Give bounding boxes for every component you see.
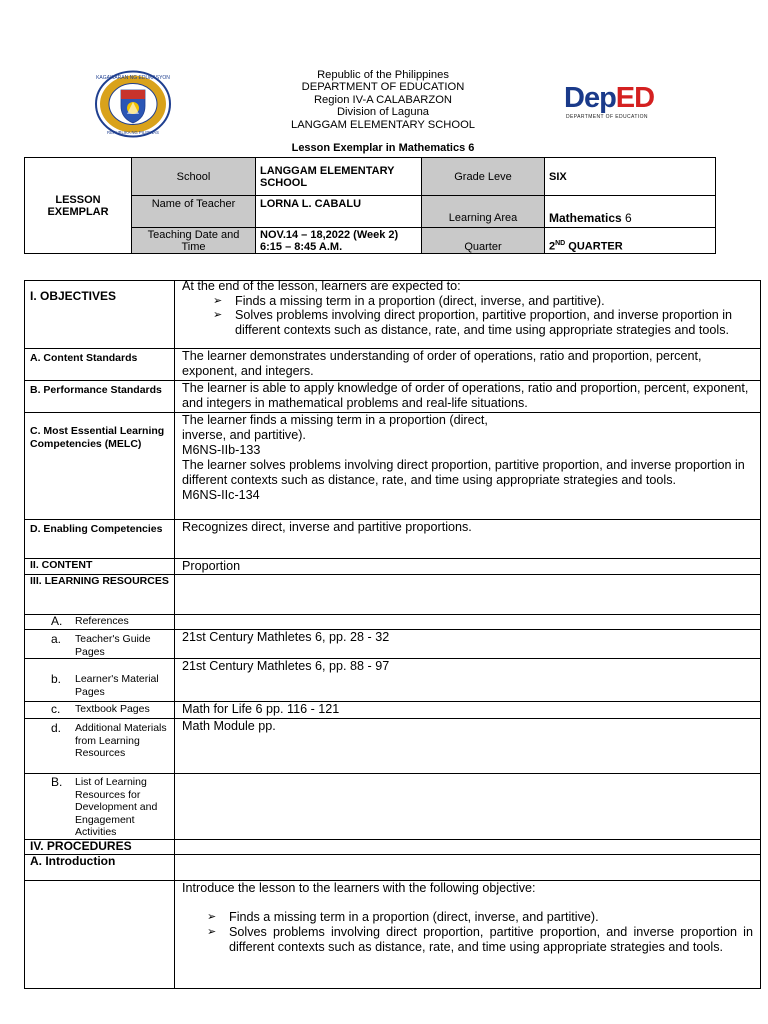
header-line: Republic of the Philippines — [317, 69, 449, 81]
teachers-guide-text: Teacher's Guide Pages — [75, 633, 151, 658]
content-label: II. CONTENT — [25, 559, 175, 575]
learning-resources-label: III. LEARNING RESOURCES — [25, 575, 175, 615]
table-row — [25, 281, 761, 349]
list-marker: a. — [51, 632, 62, 646]
procedure-objective-item: ➢ Solves problems involving direct proportion, partitive proportion, and inverse proportion in different contexts such as distance, rate, and time using appropriate strategies and tools. — [229, 925, 753, 955]
table-row — [25, 630, 761, 659]
additional-materials-label — [25, 719, 175, 774]
seal-text-bottom: REPUBLIKA NG PILIPINAS — [107, 130, 159, 135]
header-line: LANGGAM ELEMENTARY SCHOOL — [290, 118, 476, 131]
table-row — [25, 349, 761, 381]
school-label: School — [132, 158, 256, 196]
table-row — [25, 719, 761, 774]
list-resources-text: List of Learning Resources for Development and Engagement Activities — [75, 776, 158, 838]
introduction-cell — [175, 881, 761, 989]
logo-dep-text: Dep — [564, 82, 616, 114]
header-line: DEPARTMENT OF EDUCATION — [301, 81, 465, 94]
teachers-guide-value: 21st Century Mathletes 6, pp. 28 - 32 — [175, 630, 761, 659]
quarter-label: Quarter — [422, 228, 545, 254]
learners-material-label — [25, 659, 175, 702]
references-label — [25, 615, 175, 630]
additional-materials-value: Math Module pp. — [175, 719, 761, 774]
melc-text: The learner solves problems involving direct proportion, partitive proportion, and inverse proportion in different contexts such as distance, rate, and time using appropriate strategies and tools. — [182, 458, 745, 487]
table-row — [25, 575, 761, 615]
content-text: Proportion — [175, 559, 761, 575]
grade-label: Grade Leve — [422, 158, 545, 196]
header-line: Region IV-A CALABARZON — [313, 93, 453, 106]
table-row — [25, 840, 761, 855]
table-row — [25, 413, 761, 520]
content-standards-text: The learner demonstrates understanding of order of operations, ratio and proportion, percent, exponent, and integers. — [175, 349, 761, 381]
deped-logo — [564, 80, 676, 124]
area-value — [545, 196, 716, 228]
objective-item: ➢ Solves problems involving direct proportion, partitive proportion, and inverse proportion in different contexts such as distance, rate, and time using appropriate strategies and tools. — [235, 308, 755, 337]
objectives-label: I. OBJECTIVES — [25, 281, 175, 349]
learners-material-value: 21st Century Mathletes 6, pp. 88 - 97 — [175, 659, 761, 702]
quarter-num: 2 — [549, 241, 556, 253]
melc-label: C. Most Essential Learning Competencies (MELC) — [25, 413, 175, 520]
performance-standards-text: The learner is able to apply knowledge of order of operations, ratio and proportion, percent, exponent, and integers in mathematical problems and real-life situations. — [175, 381, 761, 413]
textbook-label — [25, 702, 175, 719]
objectives-intro: At the end of the lesson, learners are expected to: — [182, 279, 461, 293]
list-marker: A. — [51, 614, 63, 628]
textbook-text: Textbook Pages — [75, 703, 150, 715]
table-row — [25, 381, 761, 413]
date-value — [256, 228, 422, 254]
teachers-guide-label — [25, 630, 175, 659]
quarter-word: QUARTER — [565, 241, 623, 253]
lesson-exemplar-label: LESSON EXEMPLAR — [25, 158, 132, 254]
seal-text-top: KAGAWARAN NG EDUKASYON — [96, 75, 170, 81]
area-grade-num: 6 — [625, 211, 632, 225]
area-label: Learning Area — [422, 196, 545, 228]
textbook-value: Math for Life 6 pp. 116 - 121 — [175, 702, 761, 719]
table-row — [25, 702, 761, 719]
introduction-label: A. Introduction — [25, 855, 175, 881]
melc-line: The learner finds a missing term in a proportion (direct, — [182, 413, 488, 427]
quarter-sup: ND — [555, 240, 566, 248]
enabling-label: D. Enabling Competencies — [25, 520, 175, 559]
lesson-info-table — [24, 157, 716, 254]
additional-materials-text: Additional Materials from Learning Resources — [75, 722, 167, 759]
header-address — [200, 69, 566, 131]
procedures-label: IV. PROCEDURES — [25, 840, 175, 855]
table-row — [25, 881, 761, 989]
list-marker: B. — [51, 775, 63, 789]
list-marker: d. — [51, 721, 62, 735]
melc-line: inverse, and partitive). — [182, 428, 306, 442]
list-resources-label — [25, 774, 175, 840]
procedure-objective-item: ➢ Finds a missing term in a proportion (direct, inverse, and partitive). — [229, 910, 753, 925]
area-subject: Mathematics — [549, 211, 622, 225]
teacher-value: LORNA L. CABALU — [256, 196, 422, 228]
references-text: References — [75, 615, 129, 627]
melc-code: M6NS-IIc-134 — [182, 488, 260, 502]
date-label: Teaching Date and Time — [132, 228, 256, 254]
logo-ed-text: ED — [615, 82, 655, 114]
introduction-text: Introduce the lesson to the learners with the following objective: — [182, 881, 536, 895]
learners-material-text: Learner's Material Pages — [75, 673, 159, 698]
melc-code: M6NS-IIb-133 — [182, 443, 261, 457]
logo-subtitle: DEPARTMENT OF EDUCATION — [566, 114, 648, 120]
objectives-cell — [175, 281, 761, 349]
content-standards-label: A. Content Standards — [25, 349, 175, 381]
list-marker: c. — [51, 702, 61, 716]
school-value: LANGGAM ELEMENTARY SCHOOL — [256, 158, 422, 196]
deped-seal-logo — [94, 70, 172, 138]
objective-item: ➢ Finds a missing term in a proportion (direct, inverse, and partitive). — [235, 294, 755, 309]
table-row — [25, 559, 761, 575]
enabling-text: Recognizes direct, inverse and partitive proportions. — [175, 520, 761, 559]
date-range: NOV.14 – 18,2022 (Week 2) — [260, 228, 399, 241]
header-line: Division of Laguna — [336, 106, 430, 119]
melc-cell — [175, 413, 761, 520]
lesson-plan-table — [24, 280, 761, 989]
table-row — [25, 774, 761, 840]
table-row — [25, 659, 761, 702]
teacher-label: Name of Teacher — [132, 196, 256, 228]
performance-standards-label: B. Performance Standards — [25, 381, 175, 413]
grade-value: SIX — [545, 158, 716, 196]
document-title: Lesson Exemplar in Mathematics 6 — [291, 142, 475, 154]
table-row — [25, 615, 761, 630]
quarter-value — [545, 228, 716, 254]
table-row — [25, 855, 761, 881]
list-marker: b. — [51, 672, 62, 686]
time-range: 6:15 – 8:45 A.M. — [260, 240, 343, 253]
table-row — [25, 520, 761, 559]
